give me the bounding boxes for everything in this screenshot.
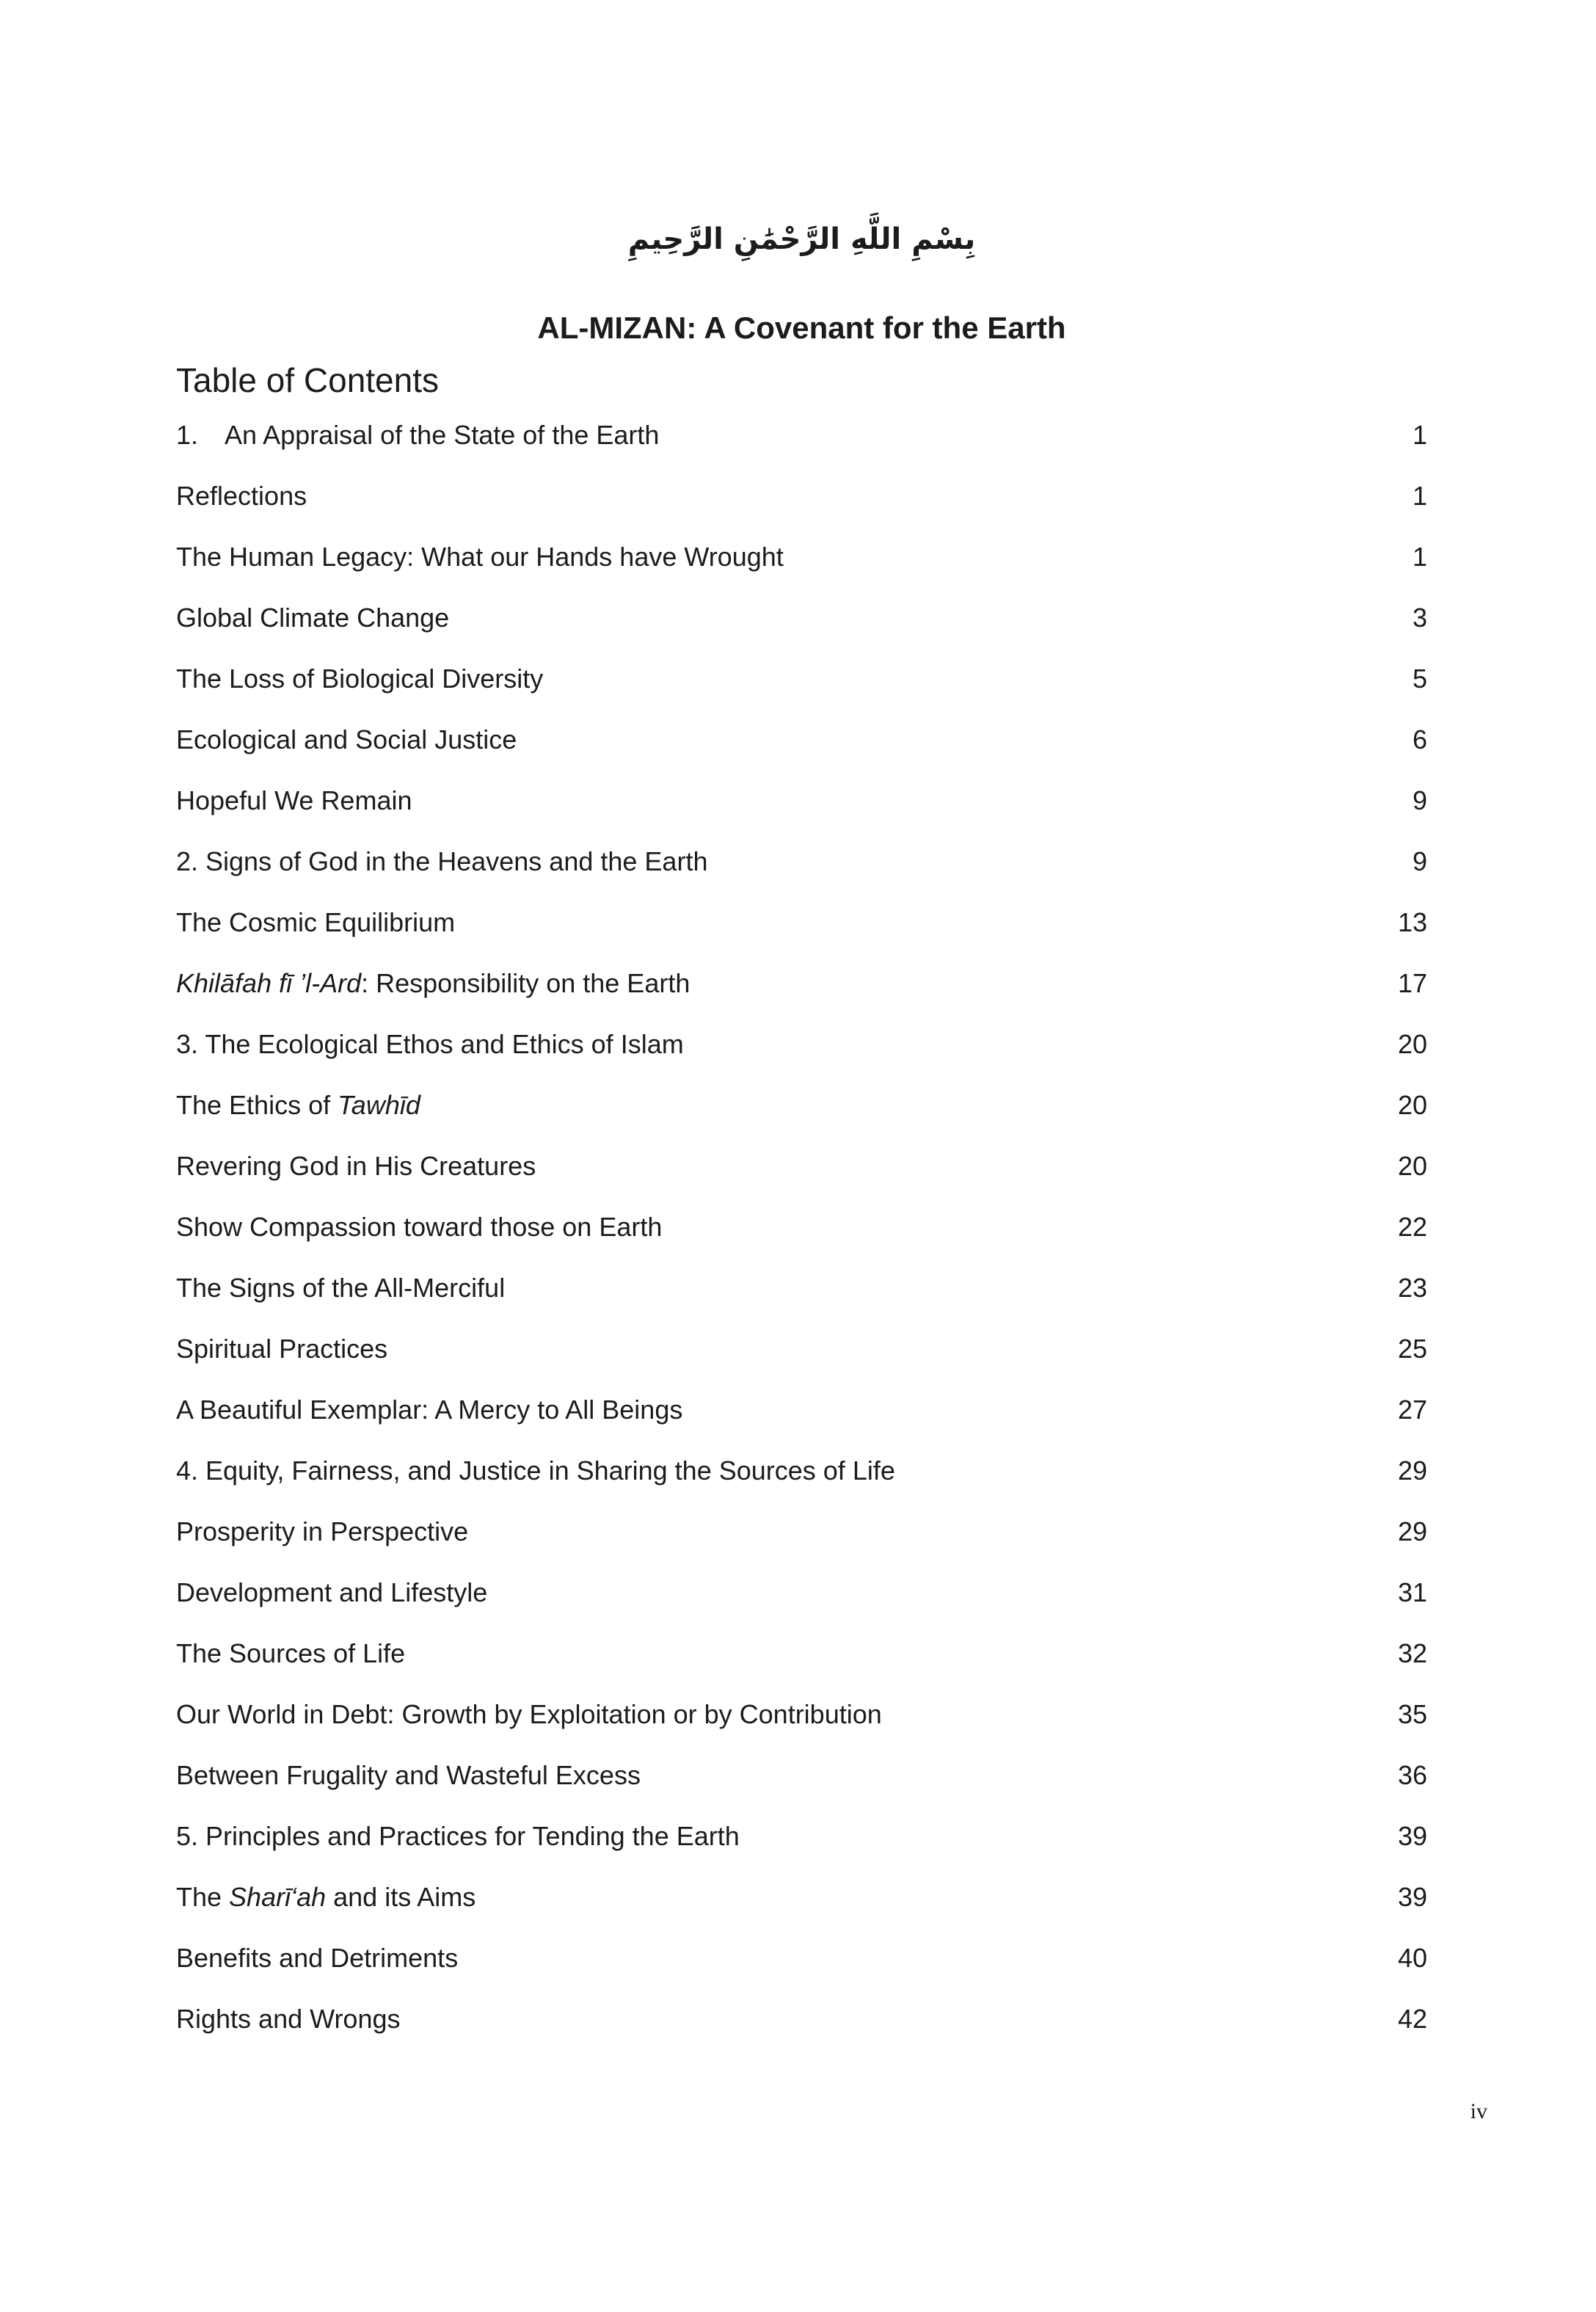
toc-entry-page: 36 (1397, 1760, 1427, 1791)
toc-entry-label: The Sharī‘ah and its Aims (176, 1882, 476, 1913)
toc-entry (176, 2003, 1427, 2064)
page-content (176, 220, 1427, 2064)
toc-entry (176, 1820, 1427, 1881)
toc-entry (176, 967, 1427, 1028)
toc-entry-page: 9 (1412, 785, 1427, 816)
toc-entry-label: Show Compassion toward those on Earth (176, 1212, 663, 1243)
toc-entry-label: Development and Lifestyle (176, 1577, 488, 1608)
document-title: AL-MIZAN: A Covenant for the Earth (537, 310, 1066, 345)
toc-entry-page: 20 (1397, 1029, 1427, 1060)
toc-entry-label: 4. Equity, Fairness, and Justice in Sharing the Sources of Life (176, 1455, 895, 1486)
toc-entry (176, 1942, 1427, 2003)
toc-entry (176, 724, 1427, 785)
toc-entry-page: 20 (1397, 1151, 1427, 1182)
toc-entry (176, 1272, 1427, 1333)
toc-entry-page: 9 (1412, 846, 1427, 877)
toc-entry-label: 2. Signs of God in the Heavens and the Earth (176, 846, 708, 877)
toc-entry-label: Benefits and Detriments (176, 1943, 459, 1974)
toc-entry-label: Spiritual Practices (176, 1334, 388, 1364)
footer-page-number: iv (1470, 2099, 1487, 2123)
toc-entry-page: 39 (1397, 1821, 1427, 1852)
toc-entry-label: The Human Legacy: What our Hands have Wrought (176, 542, 784, 572)
toc-entry (176, 1759, 1427, 1820)
toc-entry (176, 663, 1427, 724)
toc-entry (176, 1333, 1427, 1394)
toc-entry-page: 13 (1397, 907, 1427, 938)
toc-entry-label: 3. The Ecological Ethos and Ethics of Islam (176, 1029, 684, 1060)
toc-entry-label: 1. An Appraisal of the State of the Earth (176, 420, 660, 451)
toc-entry-page: 25 (1397, 1334, 1427, 1364)
toc-entry (176, 1028, 1427, 1089)
toc-entry-label: The Ethics of Tawhīd (176, 1090, 420, 1121)
toc-entry (176, 846, 1427, 906)
toc-entry-label: Hopeful We Remain (176, 785, 412, 816)
toc-entry-label: Rights and Wrongs (176, 2004, 401, 2035)
toc-heading: Table of Contents (176, 361, 440, 400)
toc-entry (176, 541, 1427, 602)
toc-entry-page: 6 (1412, 724, 1427, 755)
toc-entry-label: The Sources of Life (176, 1638, 406, 1669)
toc-entry-label: The Loss of Biological Diversity (176, 664, 544, 694)
toc-entry (176, 1394, 1427, 1455)
toc-entry-page: 1 (1412, 481, 1427, 512)
toc-entry-label: Revering God in His Creatures (176, 1151, 536, 1182)
toc-entry (176, 602, 1427, 663)
toc-entry-page: 42 (1397, 2004, 1427, 2035)
toc-entry (176, 419, 1427, 480)
toc-entry-label: Khilāfah fī ’l-Ard: Responsibility on the Earth (176, 968, 690, 999)
toc-entry-label: A Beautiful Exemplar: A Mercy to All Beings (176, 1395, 683, 1425)
toc-entry (176, 1637, 1427, 1698)
toc-entry-page: 1 (1412, 542, 1427, 572)
toc-entry-page: 23 (1397, 1273, 1427, 1304)
toc-entry-page: 27 (1397, 1395, 1427, 1425)
toc-entry-page: 5 (1412, 664, 1427, 694)
toc-entry (176, 1698, 1427, 1759)
toc-list (176, 419, 1427, 2064)
toc-entry-label: Between Frugality and Wasteful Excess (176, 1760, 641, 1791)
toc-entry (176, 1211, 1427, 1272)
toc-entry-page: 39 (1397, 1882, 1427, 1913)
toc-entry-label: 5. Principles and Practices for Tending the Earth (176, 1821, 740, 1852)
toc-entry (176, 1577, 1427, 1637)
toc-entry (176, 1089, 1427, 1150)
toc-entry-label: Global Climate Change (176, 603, 450, 633)
toc-entry-page: 22 (1397, 1212, 1427, 1243)
toc-entry-page: 20 (1397, 1090, 1427, 1121)
toc-entry (176, 1516, 1427, 1577)
toc-entry (176, 1150, 1427, 1211)
toc-entry-page: 40 (1397, 1943, 1427, 1974)
toc-entry-label: Our World in Debt: Growth by Exploitation or by Contribution (176, 1699, 882, 1730)
toc-entry (176, 1881, 1427, 1942)
toc-entry-page: 35 (1397, 1699, 1427, 1730)
toc-entry-page: 29 (1397, 1455, 1427, 1486)
toc-entry (176, 785, 1427, 846)
bismillah-text: بِسْمِ اللَّهِ الرَّحْمَٰنِ الرَّحِيمِ (627, 222, 976, 256)
toc-entry-page: 29 (1397, 1516, 1427, 1547)
toc-entry-label: The Signs of the All-Merciful (176, 1273, 506, 1304)
toc-entry-label: Reflections (176, 481, 307, 512)
toc-entry-label: The Cosmic Equilibrium (176, 907, 456, 938)
toc-entry (176, 1455, 1427, 1516)
toc-entry-page: 1 (1412, 420, 1427, 451)
toc-entry (176, 480, 1427, 541)
toc-entry-page: 32 (1397, 1638, 1427, 1669)
toc-entry-page: 17 (1397, 968, 1427, 999)
toc-entry-label: Ecological and Social Justice (176, 724, 517, 755)
toc-entry (176, 906, 1427, 967)
toc-entry-page: 31 (1397, 1577, 1427, 1608)
toc-entry-label: Prosperity in Perspective (176, 1516, 469, 1547)
toc-entry-page: 3 (1412, 603, 1427, 633)
